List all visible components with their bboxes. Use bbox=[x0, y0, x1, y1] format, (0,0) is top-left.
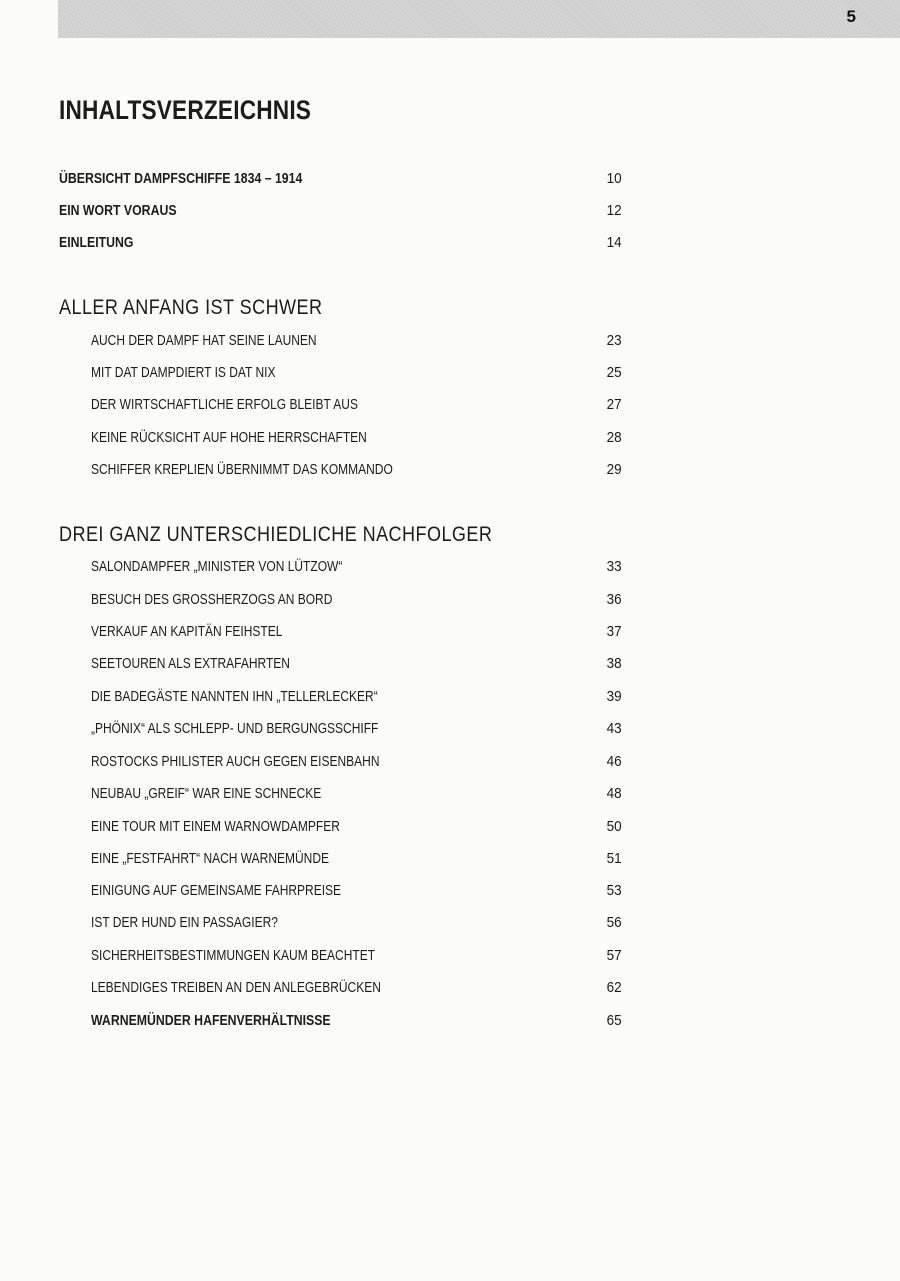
section-heading: ALLER ANFANG IST SCHWER bbox=[59, 296, 323, 319]
toc-entry bbox=[0, 914, 900, 940]
toc-entry-label: EIN WORT VORAUS bbox=[59, 202, 177, 219]
toc-entry-label: ROSTOCKS PHILISTER AUCH GEGEN EISENBAHN bbox=[91, 753, 380, 770]
toc-entry bbox=[0, 850, 900, 876]
toc-entry-label: EINE „FESTFAHRT“ NACH WARNEMÜNDE bbox=[91, 850, 330, 867]
toc-entry-page: 51 bbox=[606, 850, 622, 867]
toc-entry bbox=[0, 720, 900, 746]
toc-entry bbox=[0, 364, 900, 390]
page-title: INHALTSVERZEICHNIS bbox=[59, 95, 312, 125]
toc-entry-label: IST DER HUND EIN PASSAGIER? bbox=[91, 914, 278, 931]
toc-entry-page: 36 bbox=[606, 591, 622, 608]
toc-entry-label: DER WIRTSCHAFTLICHE ERFOLG BLEIBT AUS bbox=[91, 396, 358, 413]
toc-entry bbox=[0, 591, 900, 617]
toc-entry-label: SALONDAMPFER „MINISTER VON LÜTZOW“ bbox=[91, 558, 343, 575]
toc-entry bbox=[0, 785, 900, 811]
toc-entry-page: 14 bbox=[606, 234, 622, 251]
toc-entry-page: 43 bbox=[606, 720, 622, 737]
toc-entry-label: SCHIFFER KREPLIEN ÜBERNIMMT DAS KOMMANDO bbox=[91, 461, 393, 478]
toc-entry-label: EINE TOUR MIT EINEM WARNOWDAMPFER bbox=[91, 818, 340, 835]
toc-entry-page: 39 bbox=[606, 688, 622, 705]
toc-entry-label: WARNEMÜNDER HAFENVERHÄLTNISSE bbox=[91, 1012, 331, 1029]
toc-entry-label: BESUCH DES GROSSHERZOGS AN BORD bbox=[91, 591, 333, 608]
toc-entry bbox=[0, 1012, 900, 1038]
section-heading: DREI GANZ UNTERSCHIEDLICHE NACHFOLGER bbox=[59, 523, 493, 546]
toc-entry-label: DIE BADEGÄSTE NANNTEN IHN „TELLERLECKER“ bbox=[91, 688, 378, 705]
toc-entry-page: 48 bbox=[606, 785, 622, 802]
toc-entry bbox=[0, 688, 900, 714]
toc-entry-label: EINLEITUNG bbox=[59, 234, 134, 251]
toc-entry-overview bbox=[0, 170, 900, 196]
toc-entry-page: 37 bbox=[606, 623, 622, 640]
toc-entry bbox=[0, 332, 900, 358]
toc-entry-page: 29 bbox=[606, 461, 622, 478]
toc-entry-label: SEETOUREN ALS EXTRAFAHRTEN bbox=[91, 655, 290, 672]
page-number: 5 bbox=[846, 7, 856, 26]
toc-entry-page: 57 bbox=[606, 947, 622, 964]
toc-entry-page: 10 bbox=[606, 170, 622, 187]
toc-entry-page: 56 bbox=[606, 914, 622, 931]
toc-entry-page: 28 bbox=[606, 429, 622, 446]
toc-entry bbox=[0, 461, 900, 487]
toc-entry-page: 38 bbox=[606, 655, 622, 672]
header-bar bbox=[58, 0, 900, 38]
toc-entry-page: 25 bbox=[606, 364, 622, 381]
toc-entry-label: KEINE RÜCKSICHT AUF HOHE HERRSCHAFTEN bbox=[91, 429, 367, 446]
toc-entry bbox=[0, 753, 900, 779]
toc-entry-page: 65 bbox=[606, 1012, 622, 1029]
toc-entry bbox=[0, 818, 900, 844]
toc-entry-introduction bbox=[0, 234, 900, 260]
toc-entry-page: 27 bbox=[606, 396, 622, 413]
toc-entry-label: SICHERHEITSBESTIMMUNGEN KAUM BEACHTET bbox=[91, 947, 376, 964]
toc-entry-foreword bbox=[0, 202, 900, 228]
toc-entry bbox=[0, 429, 900, 455]
toc-entry-page: 53 bbox=[606, 882, 622, 899]
toc-entry bbox=[0, 396, 900, 422]
toc-entry-label: NEUBAU „GREIF“ WAR EINE SCHNECKE bbox=[91, 785, 322, 802]
toc-entry bbox=[0, 655, 900, 681]
toc-entry-label: VERKAUF AN KAPITÄN FEIHSTEL bbox=[91, 623, 283, 640]
toc-entry-label: „PHÖNIX“ ALS SCHLEPP- UND BERGUNGSSCHIFF bbox=[91, 720, 379, 737]
toc-entry bbox=[0, 623, 900, 649]
toc-entry-label: EINIGUNG AUF GEMEINSAME FAHRPREISE bbox=[91, 882, 342, 899]
toc-entry bbox=[0, 558, 900, 584]
toc-entry-label: ÜBERSICHT DAMPFSCHIFFE 1834 – 1914 bbox=[59, 170, 303, 187]
toc-entry-page: 50 bbox=[606, 818, 622, 835]
toc-entry-page: 46 bbox=[606, 753, 622, 770]
toc-entry-page: 33 bbox=[606, 558, 622, 575]
toc-entry bbox=[0, 947, 900, 973]
toc-entry bbox=[0, 882, 900, 908]
toc-entry-page: 62 bbox=[606, 979, 622, 996]
toc-entry-label: AUCH DER DAMPF HAT SEINE LAUNEN bbox=[91, 332, 317, 349]
toc-entry-label: LEBENDIGES TREIBEN AN DEN ANLEGEBRÜCKEN bbox=[91, 979, 381, 996]
toc-entry-label: MIT DAT DAMPDIERT IS DAT NIX bbox=[91, 364, 276, 381]
toc-entry bbox=[0, 979, 900, 1005]
toc-entry-page: 23 bbox=[606, 332, 622, 349]
toc-entry-page: 12 bbox=[606, 202, 622, 219]
